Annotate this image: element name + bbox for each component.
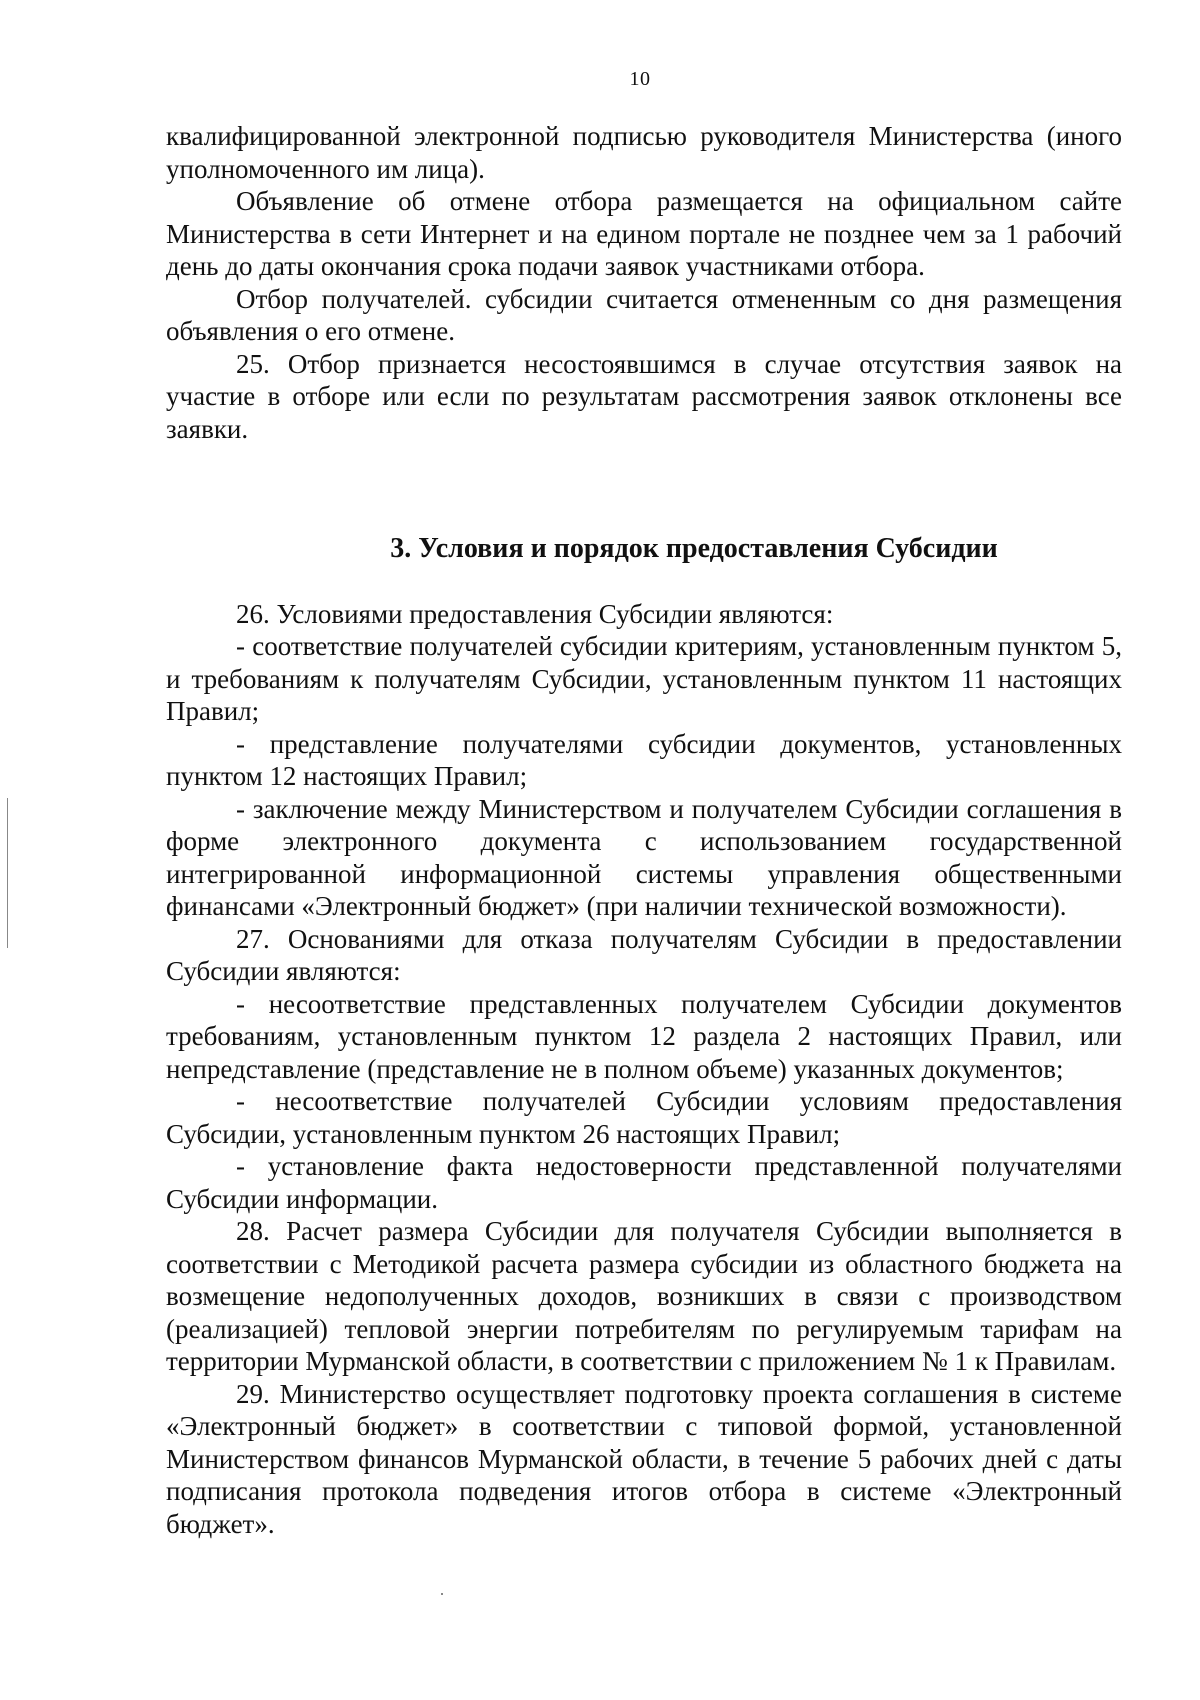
paragraph: 29. Министерство осуществляет подготовку проекта соглашения в системе «Электронный бюджет» в соответствии с типовой формой, установленной Министерством финансов Мурманской области, в течение 5 рабочих дней с даты подписания протокола подведения итогов отбора в системе «Электронный бюджет».: [166, 1378, 1122, 1539]
paragraph: Отбор получателей. субсидии считается отмененным со дня размещения объявления о его отмене.: [166, 283, 1122, 346]
section-3-text: [166, 598, 1122, 1541]
paragraph: - несоответствие получателей Субсидии условиям предоставления Субсидии, установленным пунктом 26 настоящих Правил;: [166, 1086, 1122, 1149]
continued-section-text: [166, 120, 1122, 445]
scan-edge-mark: [7, 798, 8, 948]
page-number: 10: [629, 68, 651, 90]
paragraph: - соответствие получателей субсидии критериям, установленным пунктом 5, и требованиям к получателям Субсидии, установленным пунктом 11 настоящих Правил;: [166, 631, 1122, 726]
paragraph: - несоответствие представленных получателем Субсидии документов требованиям, установленным пунктом 12 раздела 2 настоящих Правил, или непредставление (представление не в полном объеме) указанных документов;: [166, 988, 1122, 1084]
paragraph: 27. Основаниями для отказа получателям Субсидии в предоставлении Субсидии являются:: [166, 923, 1122, 986]
paragraph: 28. Расчет размера Субсидии для получателя Субсидии выполняется в соответствии с Методикой расчета размера субсидии из областного бюджета на возмещение недополученных доходов, возникших в связи с производством (реализацией) тепловой энергии потребителям по регулируемым тарифам на территории Мурманской области, в соответствии с приложением № 1 к Правилам.: [166, 1216, 1122, 1376]
scan-speck: [441, 1593, 443, 1595]
paragraph: - представление получателями субсидии документов, установленных пунктом 12 настоящих Правил;: [166, 728, 1122, 791]
paragraph: 25. Отбор признается несостоявшимся в случае отсутствия заявок на участие в отборе или если по результатам рассмотрения заявок отклонены все заявки.: [166, 348, 1122, 444]
paragraph: - установление факта недостоверности представленной получателями Субсидии информации.: [166, 1151, 1122, 1214]
paragraph: - заключение между Министерством и получателем Субсидии соглашения в форме электронного документа с использованием государственной интегрированной информационной системы управления общественными финансами «Электронный бюджет» (при наличии технической возможности).: [166, 793, 1122, 921]
paragraph: квалифицированной электронной подписью руководителя Министерства (иного уполномоченного им лица).: [166, 121, 1122, 184]
paragraph: Объявление об отмене отбора размещается на официальном сайте Министерства в сети Интернет и на едином портале не позднее чем за 1 рабочий день до даты окончания срока подачи заявок участниками отбора.: [166, 186, 1122, 281]
paragraph: 26. Условиями предоставления Субсидии являются:: [236, 598, 834, 629]
section-heading: 3. Условия и порядок предоставления Субсидии: [390, 533, 998, 564]
document-body: [166, 120, 1122, 1540]
